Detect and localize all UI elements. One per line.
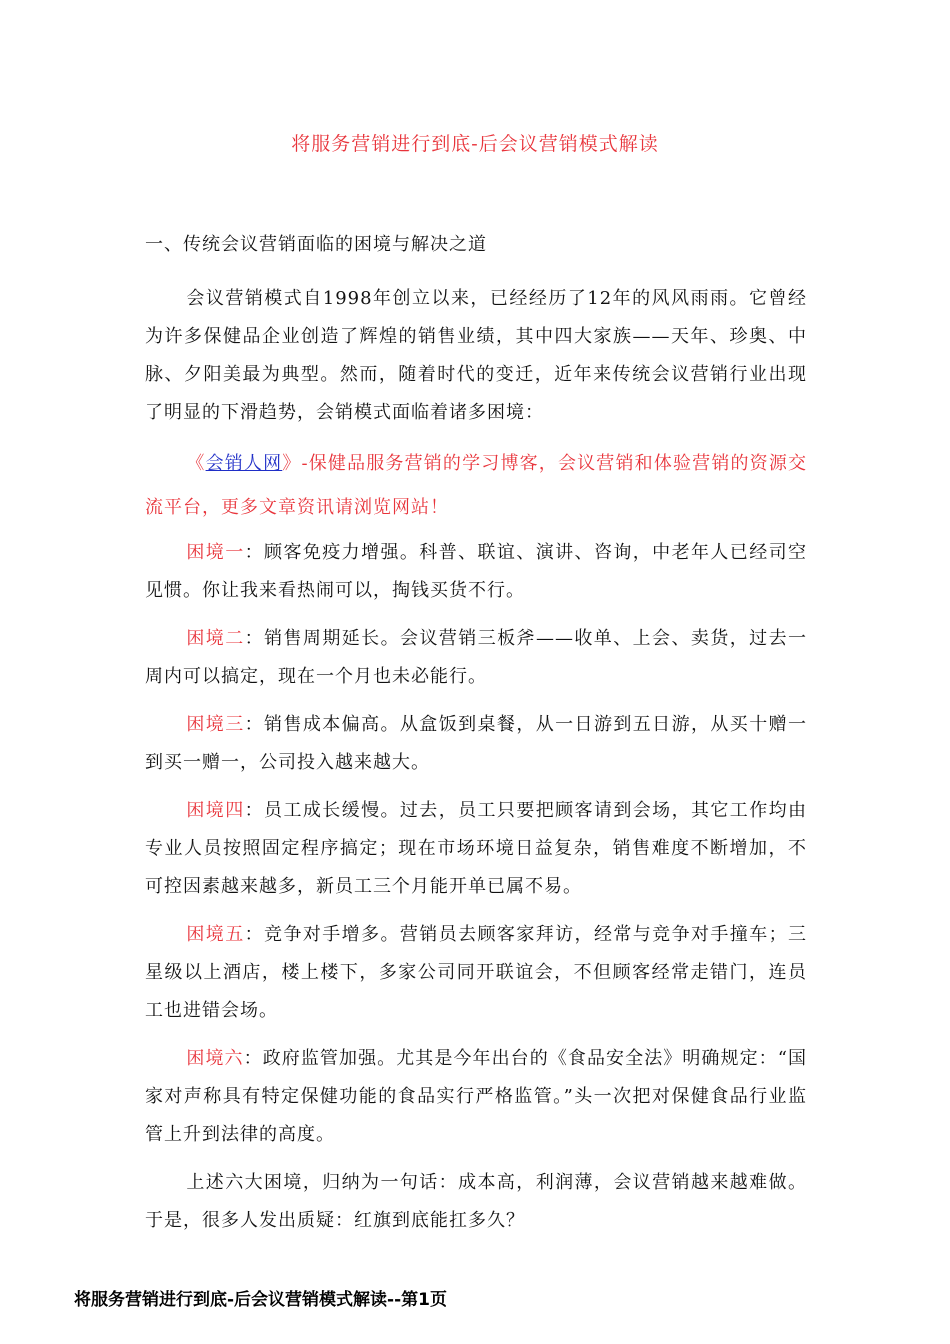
difficulty-paragraph-1 bbox=[145, 534, 807, 610]
difficulty-paragraph-5 bbox=[145, 916, 807, 1030]
difficulty-text: ：顾客免疫力增强。科普、联谊、演讲、咨询，中老年人已经司空见惯。你让我来看热闹可以，掏钱买货不行。 bbox=[145, 542, 808, 601]
difficulty-text: ：销售周期延长。会议营销三板斧——收单、上会、卖货，过去一周内可以搞定，现在一个月也未必能行。 bbox=[145, 628, 808, 687]
promo-close-mark: 》 bbox=[282, 453, 302, 474]
difficulty-text: ：销售成本偏高。从盒饭到桌餐，从一日游到五日游，从买十赠一到买一赠一，公司投入越来越大。 bbox=[145, 714, 808, 773]
difficulty-label: 困境三 bbox=[186, 714, 245, 735]
difficulty-paragraph-6 bbox=[145, 1040, 807, 1154]
difficulty-text: ：竞争对手增多。营销员去顾客家拜访，经常与竞争对手撞车；三星级以上酒店，楼上楼下，多家公司同开联谊会，不但顾客经常走错门，连员工也进错会场。 bbox=[145, 924, 808, 1021]
document-title: 将服务营销进行到底-后会议营销模式解读 bbox=[291, 133, 659, 155]
difficulty-label: 困境一 bbox=[186, 542, 245, 563]
difficulty-text: ：员工成长缓慢。过去，员工只要把顾客请到会场，其它工作均由专业人员按照固定程序搞定；现在市场环境日益复杂，销售难度不断增加，不可控因素越来越多，新员工三个月能开单已属不易。 bbox=[145, 800, 808, 897]
difficulty-text: ：政府监管加强。尤其是今年出台的《食品安全法》明确规定：“国家对声称具有特定保健功能的食品实行严格监管。”头一次把对保健食品行业监管上升到法律的高度。 bbox=[145, 1048, 808, 1145]
difficulty-paragraph-4 bbox=[145, 792, 807, 906]
document-body bbox=[145, 280, 807, 1250]
section-heading: 一、传统会议营销面临的困境与解决之道 bbox=[145, 234, 487, 255]
difficulty-label: 困境六 bbox=[186, 1048, 244, 1069]
promo-open-mark: 《 bbox=[186, 453, 206, 474]
difficulty-paragraph-3 bbox=[145, 706, 807, 782]
difficulty-label: 困境五 bbox=[186, 924, 245, 945]
page-footer: 将服务营销进行到底-后会议营销模式解读--第1页 bbox=[74, 1290, 447, 1310]
summary-paragraph: 上述六大困境，归纳为一句话：成本高，利润薄，会议营销越来越难做。于是，很多人发出质疑：红旗到底能扛多久？ bbox=[145, 1172, 807, 1231]
difficulty-paragraph-2 bbox=[145, 620, 807, 696]
difficulty-label: 困境二 bbox=[186, 628, 245, 649]
intro-paragraph: 会议营销模式自1998年创立以来，已经经历了12年的风风雨雨。它曾经为许多保健品企业创造了辉煌的销售业绩，其中四大家族——天年、珍奥、中脉、夕阳美最为典型。然而，随着时代的变迁，近年来传统会议营销行业出现了明显的下滑趋势，会销模式面临着诸多困境： bbox=[145, 288, 807, 423]
promo-text: -保健品服务营销的学习博客，会议营销和体验营销的资源交流平台，更多文章资讯请浏览网站！ bbox=[145, 453, 808, 518]
promo-site-link[interactable]: 会销人网 bbox=[205, 453, 283, 474]
promo-paragraph bbox=[145, 442, 807, 530]
difficulty-label: 困境四 bbox=[186, 800, 245, 821]
